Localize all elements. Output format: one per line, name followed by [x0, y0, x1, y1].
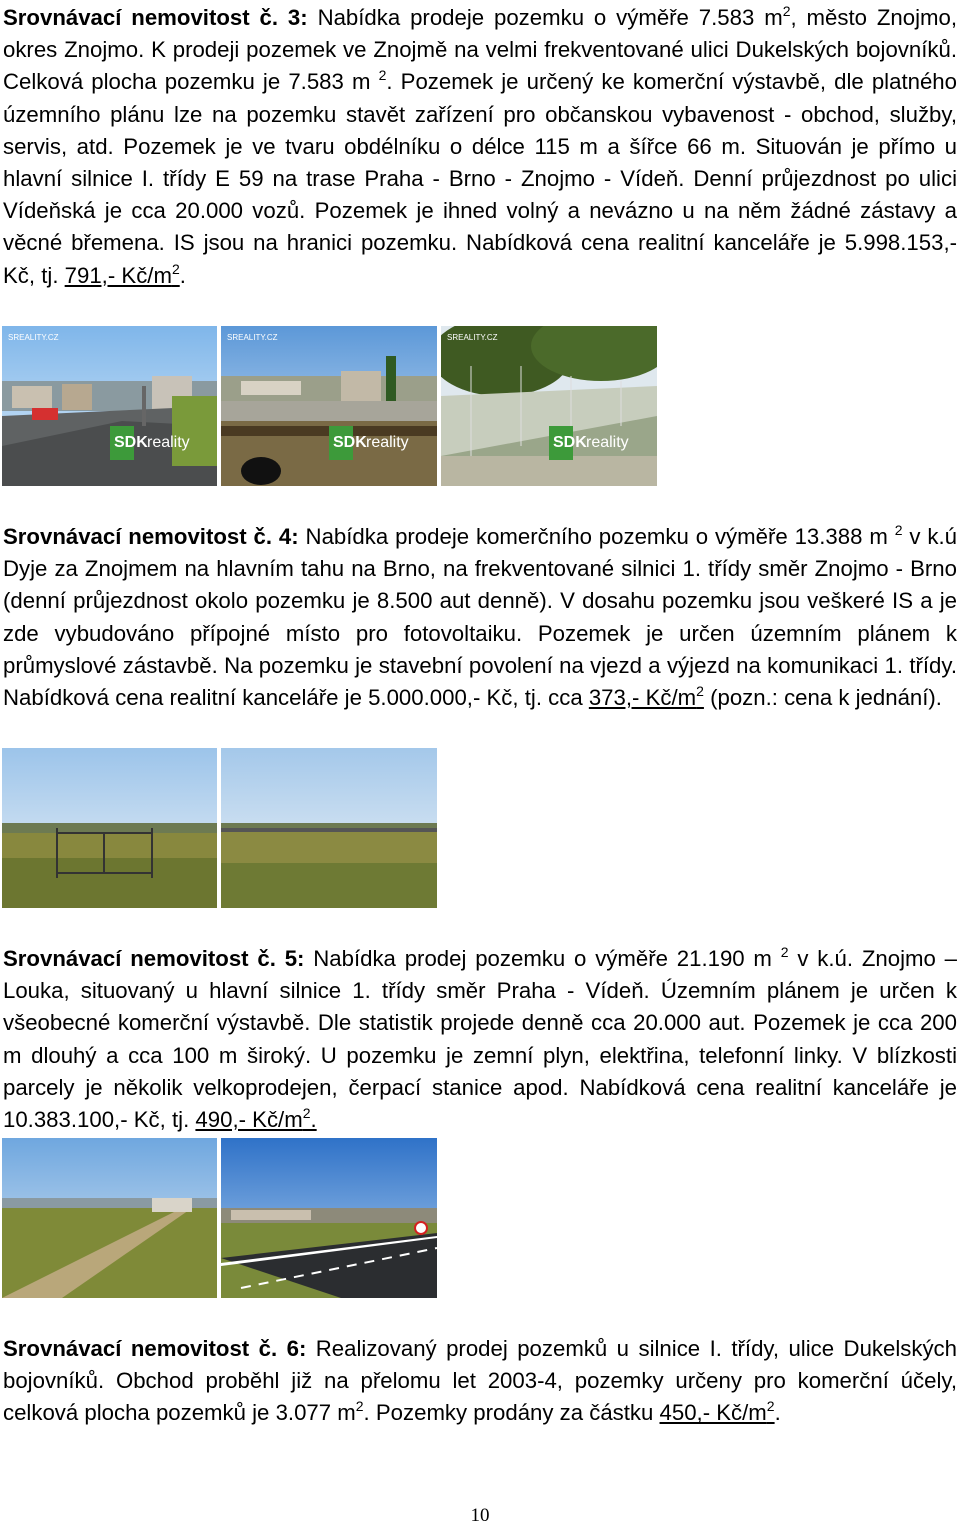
- photo-row-property-3: [2, 326, 657, 486]
- property-4-label: Srovnávací nemovitost č. 4:: [3, 524, 299, 549]
- logo-sdk: SDK: [114, 434, 148, 451]
- watermark-text: SREALITY.CZ: [8, 333, 59, 342]
- watermark-text: SREALITY.CZ: [447, 333, 498, 342]
- property-5-price: 490,- $Kč/m^2$.: [195, 1105, 317, 1133]
- paragraph-property-4: Srovnávací nemovitost č. 4: Nabídka prodeje komerčního pozemku o výměře 13.388 m $^2$ v k.ú Dyje za Znojmem na hlavním tahu na Brno, na frekventované silnici 1. třídy směr Znojmo - Brno (denní průjezdnost okolo pozemku je 8.500 aut denně). V dosahu pozemku jsou veškeré IS a je zde vybudováno přípojné místo pro fotovoltaiku. Pozemek je určen územním plánem k průmyslové zástavbě. Na pozemku je stavební povolení na vjezd a výjezd na komunikaci 1. třídy. Nabídková cena realitní kanceláře je 5.000.000,- Kč, tj. cca 373,- $Kč/m^2$ (pozn.: cena k jednání).: [3, 522, 957, 711]
- photo-row-property-4: [2, 748, 437, 908]
- watermark-text: SREALITY.CZ: [227, 333, 278, 342]
- photo-field-gate: [2, 748, 217, 908]
- paragraph-property-6: Srovnávací nemovitost č. 6: Realizovaný prodej pozemků u silnice I. třídy, ulice Dukelských bojovníků. Obchod proběhl již na přelomu let 2003-4, pozemky určeny pro komerční účely, celková plocha pozemků je 3.077 $m^2$. Pozemky prodány za částku 450,- $Kč/m^2$.: [3, 1336, 957, 1426]
- photo-fence-trees: [441, 326, 657, 486]
- photo-street-view: [2, 326, 217, 486]
- property-4-price: 373,- $Kč/m^2$: [588, 683, 704, 711]
- logo-sdk: SDK: [333, 434, 367, 451]
- logo-reality: reality: [147, 434, 190, 451]
- paragraph-property-3: Srovnávací nemovitost č. 3: Nabídka prodeje pozemku o výměře 7.583 $m^2$, město Znojmo, okres Znojmo. K prodeji pozemek ve Znojmě na velmi frekventované ulici Dukelských bojovníků. Celková plocha pozemku je 7.583 m $^2$. Pozemek je určený ke komerční výstavbě, dle platného územního plánu lze na pozemku stavět zařízení pro občanskou vybavenost - obchod, služby, servis, atd. Pozemek je ve tvaru obdélníku o délce 115 m a šířce 66 m. Situován je přímo u hlavní silnice I. třídy E 59 na trase Praha - Brno - Znojmo - Vídeň. Denní průjezdnost po ulici Vídeňská je cca 20.000 vozů. Pozemek je ihned volný a nevázno u na něm žádné zástavy a věcné břemena. IS jsou na hranici pozemku. Nabídková cena realitní kanceláře je 5.998.153,- Kč, tj. 791,- $Kč/m^2$.: [3, 3, 958, 288]
- property-6-price: 450,- $Kč/m^2$: [659, 1398, 775, 1426]
- photo-field-path: [2, 1138, 217, 1298]
- property-6-label: Srovnávací nemovitost č. 6:: [3, 1336, 307, 1361]
- logo-sdk: SDK: [553, 434, 587, 451]
- photo-highway: [221, 1138, 437, 1298]
- property-5-label: Srovnávací nemovitost č. 5:: [3, 946, 305, 971]
- photo-row-property-5: [2, 1138, 437, 1298]
- logo-reality: reality: [366, 434, 409, 451]
- photo-parking-lot: [221, 326, 437, 486]
- property-3-price: 791,- $Kč/m^2$: [64, 260, 180, 288]
- property-3-label: Srovnávací nemovitost č. 3:: [3, 5, 308, 30]
- page-number: 10: [470, 1505, 490, 1526]
- paragraph-property-5: Srovnávací nemovitost č. 5: Nabídka prodej pozemku o výměře 21.190 m $^2$ v k.ú. Znojmo – Louka, situovaný u hlavní silnice 1. třídy směr Praha - Vídeň. Územním plánem je určen k všeobecné komerční výstavbě. Dle statistik projede denně cca 20.000 aut. Pozemek je cca 200 m dlouhý a cca 100 m široký. U pozemku je zemní plyn, elektřina, telefonní linky. V blízkosti parcely je několik velkoprodejen, čerpací stanice apod. Nabídková cena realitní kanceláře je 10.383.100,- Kč, tj. 490,- $Kč/m^2$.: [3, 944, 957, 1133]
- logo-reality: reality: [586, 434, 629, 451]
- photo-field-open: [221, 748, 437, 908]
